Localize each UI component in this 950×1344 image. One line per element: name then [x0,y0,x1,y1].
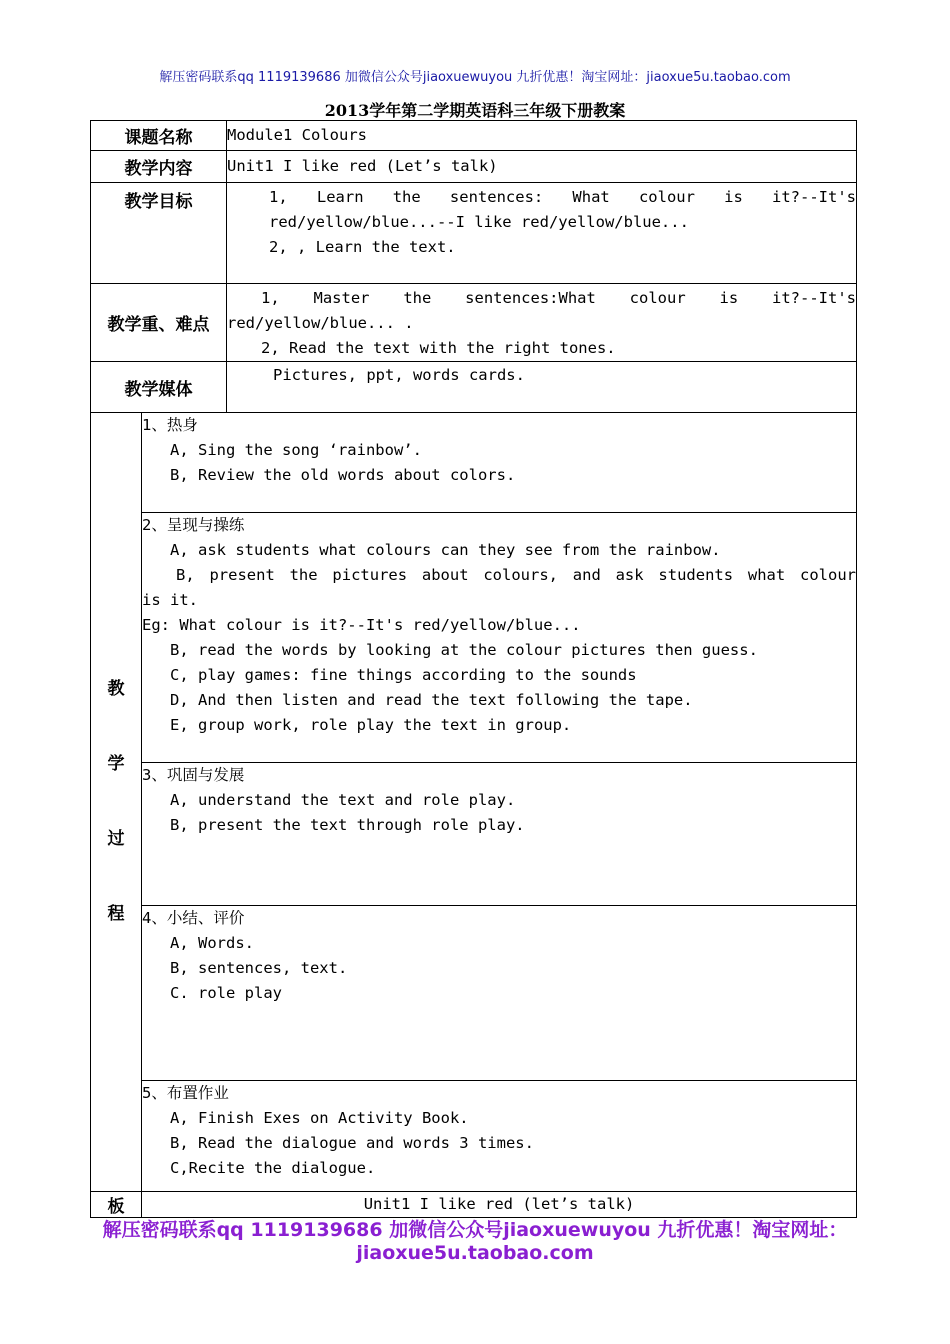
key-label: 教学重、难点 [91,284,227,362]
lesson-plan-table [90,120,857,1218]
step-line: C,Recite the dialogue. [170,1159,376,1177]
step-line: A, Sing the song ‘rainbow’. [170,441,422,459]
step-line: A, ask students what colours can they see from the rainbow. [170,541,721,559]
topic-label: 课题名称 [91,121,227,151]
step-line: B, read the words by looking at the colour pictures then guess. [170,641,758,659]
step-heading: 4、小结、评价 [142,909,245,927]
topic-value: Module1 Colours [227,121,857,151]
step-heading: 5、布置作业 [142,1084,229,1102]
goal-line: 2, , Learn the text. [269,238,456,256]
media-row [91,362,857,413]
process-step-1 [91,413,857,513]
step-1-content [142,413,857,513]
key-line: 2, Read the text with the right tones. [261,339,616,357]
process-step-3 [91,763,857,906]
step-heading: 3、巩固与发展 [142,766,245,784]
footer-line: jiaoxue5u.taobao.com [356,1242,594,1264]
topic-row [91,121,857,151]
content-row [91,151,857,183]
goal-line: red/yellow/blue...--I like red/yellow/blue... [269,213,689,231]
step-line: is it. [142,591,198,609]
step-4-content [142,906,857,1081]
top-banner: 解压密码联系qq 1119139686 加微信公众号jiaoxuewuyou 九折优惠！淘宝网址：jiaoxue5u.taobao.com [159,70,791,85]
process-step-4 [91,906,857,1081]
step-line: D, And then listen and read the text following the tape. [170,691,693,709]
step-line: C, play games: fine things according to the sounds [170,666,637,684]
step-line: B, Review the old words about colors. [170,466,516,484]
step-line: Eg: What colour is it?--It's red/yellow/blue... [142,616,581,634]
step-line: E, group work, role play the text in group. [170,716,572,734]
step-heading: 2、呈现与操练 [142,516,245,534]
step-heading: 1、热身 [142,416,198,434]
board-row [91,1192,857,1218]
footer-banner [0,1219,950,1265]
step-line: A, Finish Exes on Activity Book. [170,1109,469,1127]
content-label: 教学内容 [91,151,227,183]
key-line: red/yellow/blue... . [227,314,414,332]
goal-text [227,183,857,284]
process-label [91,413,142,1192]
step-line: A, Words. [170,934,254,952]
document-title: 2013学年第二学期英语科三年级下册教案 [324,101,626,120]
step-line: B, present the pictures about colours, and ask students what colour [176,566,856,584]
media-label: 教学媒体 [91,362,227,413]
step-line: A, understand the text and role play. [170,791,516,809]
step-line: B, sentences, text. [170,959,348,977]
key-line: 1, Master the sentences:What colour is it?--It's [261,289,856,307]
content-value: Unit1 I like red (Let’s talk) [227,151,857,183]
step-3-content [142,763,857,906]
step-2-content [142,513,857,763]
goal-row [91,183,857,284]
key-row [91,284,857,362]
step-5-content [142,1081,857,1192]
goal-line: 1, Learn the sentences: What colour is it?--It's [269,188,856,206]
step-line: B, present the text through role play. [170,816,525,834]
process-step-2 [91,513,857,763]
step-line: B, Read the dialogue and words 3 times. [170,1134,534,1152]
board-value: Unit1 I like red (let’s talk) [142,1192,857,1218]
process-step-5 [91,1081,857,1192]
goal-label: 教学目标 [91,183,227,284]
footer-line: 解压密码联系qq 1119139686 加微信公众号jiaoxuewuyou 九折优惠！淘宝网址： [102,1219,848,1241]
key-text [227,284,857,362]
process-label-char: 过 [107,829,125,849]
board-label: 板 [91,1192,142,1218]
process-label-char: 程 [107,904,125,924]
process-label-char: 教 [107,679,125,699]
media-value: Pictures, ppt, words cards. [227,362,857,413]
step-line: C. role play [170,984,282,1002]
process-label-char: 学 [107,754,125,774]
